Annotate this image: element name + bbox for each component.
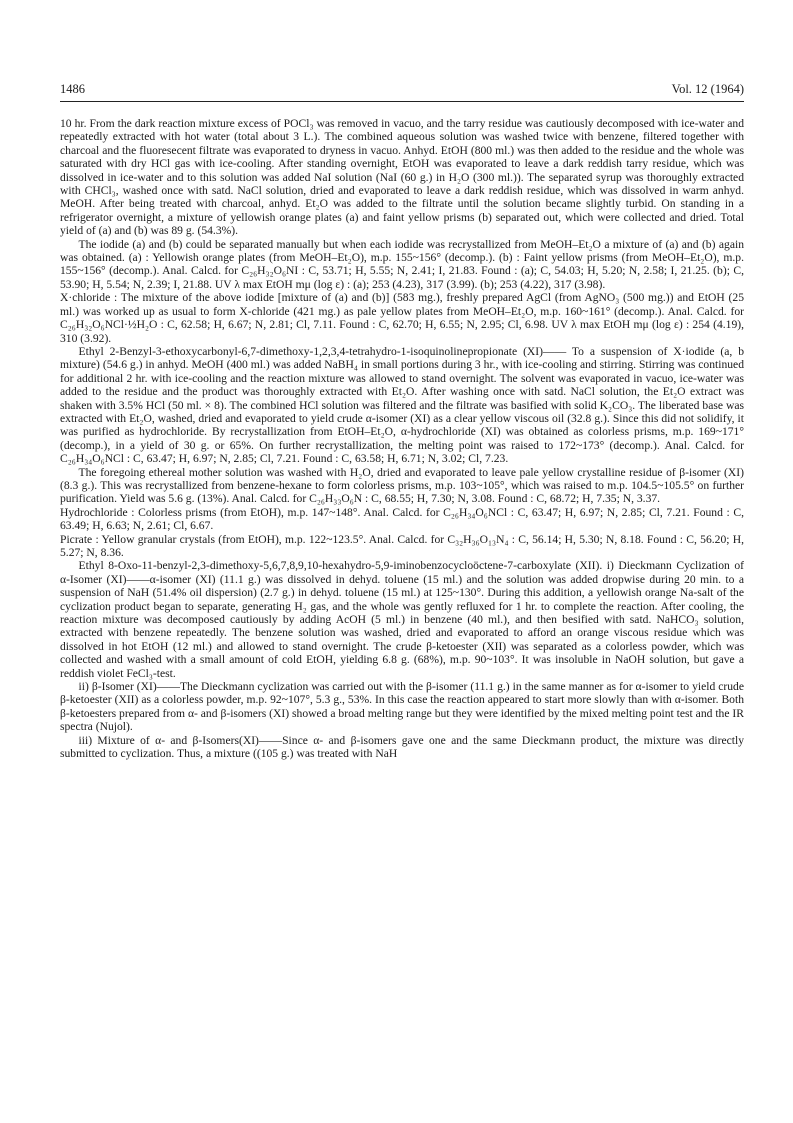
paragraph-reaction-workup: 10 hr. From the dark reaction mixture excess of POCl₃ was removed in vacuo, and the tarry residue was cautiously decomposed with ice-water and repeatedly extracted with hot water (total about 3 L.). The combined aqueous solution was washed twice with benzene, filtered together with charcoal and the fluoresecent filtrate was evaporated to dryness in vacuo. Anhyd. EtOH (800 ml.) was then added to the residue and the whole was saturated with dry HCl gas with ice-cooling. After standing overnight, EtOH was evaporated to leave a dark reddish tarry residue, which was dissolved in ice-water and to this solution was added NaI solution (NaI (60 g.) in H₂O (300 ml.)). The separated syrup was thoroughly extracted with CHCl₃, washed once with satd. NaCl solution, dried and evaporated to leave a dark reddish residue, which was dissolved in warm anhyd. MeOH. After being treated with charcoal, anhyd. Et₂O was added to the filtrate until the solution became slightly turbid. On standing in a refrigerator overnight, a mixture of yellowish orange plates (a) and faint yellow prisms (b) separated out, which were collected and dried. Total yield of (a) and (b) was 89 g. (54.3%). <box>60 117 744 238</box>
header-rule <box>60 101 744 102</box>
paragraph-hydrochloride: Hydrochloride : Colorless prisms (from EtOH), m.p. 147~148°. Anal. Calcd. for C₂₆H₃₄O₆NCl : C, 63.47; H, 6.97; N, 2.85; Cl, 7.21. Found : C, 63.49; H, 6.63; N, 2.61; Cl, 6.67. <box>60 505 744 533</box>
paragraph-iodide: The iodide (a) and (b) could be separated manually but when each iodide was recrystallized from MeOH–Et₂O a mixture of (a) and (b) again was obtained. (a) : Yellowish orange plates (from MeOH–Et₂O), m.p. 155~156° (decomp.). (b) : Faint yellow prisms (from MeOH–Et₂O), m.p. 155~156° (decomp.). Anal. Calcd. for C₂₆H₃₂O₆NI : C, 53.71; H, 5.55; N, 2.41; I, 21.83. Found : (a); C, 54.03; H, 5.20; N, 2.58; I, 21.25. (b); C, 53.90; H, 5.54; N, 2.39; I, 21.88. UV λ max EtOH mμ (log ε) : (a); 253 (4.23), 317 (3.99). (b); 253 (4.22), 317 (3.98). <box>60 237 744 291</box>
paragraph-picrate: Picrate : Yellow granular crystals (from EtOH), m.p. 122~123.5°. Anal. Calcd. for C₃₂H₃₆O₁₃N₄ : C, 56.14; H, 5.30; N, 8.18. Found : C, 56.20; H, 5.27; N, 8.36. <box>60 532 744 559</box>
article-body <box>60 117 744 761</box>
paragraph-chloride: X·chloride : The mixture of the above iodide [mixture of (a) and (b)] (583 mg.), freshly prepared AgCl (from AgNO₃ (500 mg.)) and EtOH (25 ml.) was worked up as usual to form X-chloride (421 mg.) as pale yellow plates from MeOH–Et₂O, m.p. 160~161° (decomp.). Anal. Calcd. for C₂₆H₃₂O₆NCl·½H₂O : C, 62.58; H, 6.67; N, 2.81; Cl, 7.11. Found : C, 62.70; H, 6.55; N, 2.95; Cl, 6.98. UV λ max EtOH mμ (log ε) : 254 (4.19), 310 (3.92). <box>60 291 744 345</box>
page-number: 1486 <box>60 82 85 96</box>
paragraph-dieckmann-alpha: Ethyl 8-Oxo-11-benzyl-2,3-dimethoxy-5,6,7,8,9,10-hexahydro-5,9-iminobenzocycloöctene-7-carboxylate (XII). i) Dieckmann Cyclization of α-Isomer (XI)——α-isomer (XI) (11.1 g.) was dissolved in dehyd. toluene (15 ml.) and the solution was added dropwise during 20 min. to a suspension of NaH (51.4% oil dispersion) (2.7 g.) in dehyd. toluene (15 ml.) at 125~130°. During this addition, a yellowish orange Na-salt of the cyclization product began to separate, generating H₂ gas, and the whole was gently refluxed for 1 hr. to complete the reaction. After cooling, the reaction mixture was decomposed cautiously by adding AcOH (5 ml.) in benzene (40 ml.), and then besified with satd. NaHCO₃ solution, extracted with benzene repeatedly. The benzene solution was washed, dried and evaporated to afford an orange viscous residue which was dissolved in hot EtOH (12 ml.) and allowed to stand overnight. The crude β-ketoester (XII) was separated as a colorless powder, which was collected and washed with a small amount of cold EtOH, yielding 6.8 g. (68%), m.p. 90~103°. It was insoluble in NaOH solution, but gave a reddish violet FeCl₃-test. <box>60 559 744 680</box>
running-header <box>60 82 744 100</box>
paragraph-mixture: iii) Mixture of α- and β-Isomers(XI)——Since α- and β-isomers gave one and the same Dieckmann product, the mixture was directly submitted to cyclization. Thus, a mixture ((105 g.) was treated with NaH <box>60 733 744 761</box>
paragraph-dieckmann-beta: ii) β-Isomer (XI)——The Dieckmann cyclization was carried out with the β-isomer (11.1 g.) in the same manner as for α-isomer to yield crude β-ketoester (XII) as a colorless powder, m.p. 92~107°, 5.3 g., 53%. In this case the reaction appeared to start more slowly than with α-isomer. Both β-ketoesters prepared from α- and β-isomers (XI) showed a broad melting range but they were identified by the mixed melting point test and the IR spectra (Nujol). <box>60 680 744 734</box>
volume-label: Vol. 12 (1964) <box>671 82 744 96</box>
paragraph-beta-isomer: The foregoing ethereal mother solution was washed with H₂O, dried and evaporated to leave pale yellow crystalline residue of β-isomer (XI) (8.3 g.). This was recrystallized from benzene-hexane to form colorless prisms, m.p. 103~105°, which was raised to m.p. 104.5~105.5° on further purification. Yield was 5.6 g. (13%). Anal. Calcd. for C₂₆H₃₃O₆N : C, 68.55; H, 7.30; N, 3.08. Found : C, 68.72; H, 7.35; N, 3.37. <box>60 465 744 506</box>
paragraph-isoquinolinepropionate: Ethyl 2-Benzyl-3-ethoxycarbonyl-6,7-dimethoxy-1,2,3,4-tetrahydro-1-isoquinolinepropionate (XI)—— To a suspension of X·iodide (a, b mixture) (54.6 g.) in anhyd. MeOH (400 ml.) was added NaBH₄ in small portions during 3 hr., with ice-cooling and stirring. Stirring was continued for additional 2 hr. with ice-cooling and the reaction mixture was allowed to stand overnight. The solvent was evaporated in vacuo, ice-water was added to the residue and the product was thoroughly extracted with Et₂O. After washing once with satd. NaCl solution, the Et₂O extract was shaken with 3.5% HCl (50 ml. × 8). The combined HCl solution was filtered and the filtrate was basified with solid K₂CO₃. The liberated base was extracted with Et₂O, washed, dried and evaporated to yield crude α-isomer (XI) as a clear yellow viscous oil (32.8 g.). Since this did not solidify, it was purified as hydrochloride. By recrystallization from EtOH–Et₂O, α-hydrochloride (XI) was obtained as colorless prisms, m.p. 169~171° (decomp.), in a yield of 30 g. or 65%. On further recrystallization, the melting point was raised to 172~173° (decomp.). Anal. Calcd. for C₂₆H₃₄O₆NCl : C, 63.47; H, 6.97; N, 2.85; Cl, 7.21. Found : C, 63.58; H, 6.71; N, 3.02; Cl, 7.23. <box>60 344 744 466</box>
